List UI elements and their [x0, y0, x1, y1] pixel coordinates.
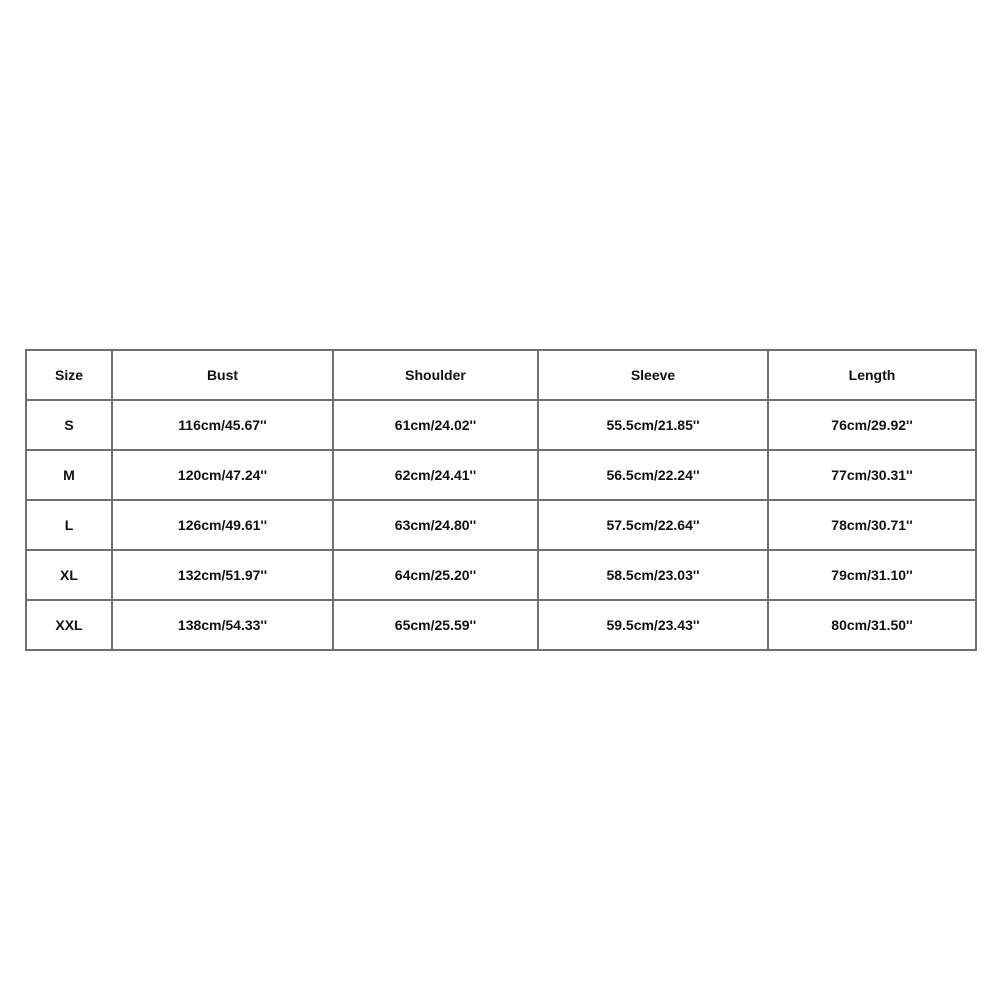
cell-bust: 126cm/49.61'' — [112, 500, 333, 550]
header-sleeve: Sleeve — [538, 350, 768, 400]
cell-sleeve: 57.5cm/22.64'' — [538, 500, 768, 550]
table-row — [26, 400, 976, 450]
cell-sleeve: 58.5cm/23.03'' — [538, 550, 768, 600]
cell-bust: 132cm/51.97'' — [112, 550, 333, 600]
table-row — [26, 450, 976, 500]
cell-sleeve: 59.5cm/23.43'' — [538, 600, 768, 650]
table-header-row — [26, 350, 976, 400]
cell-bust: 120cm/47.24'' — [112, 450, 333, 500]
table-row — [26, 500, 976, 550]
cell-size: S — [26, 400, 112, 450]
cell-sleeve: 55.5cm/21.85'' — [538, 400, 768, 450]
size-chart-table — [25, 349, 977, 651]
header-size: Size — [26, 350, 112, 400]
cell-size: XXL — [26, 600, 112, 650]
cell-shoulder: 65cm/25.59'' — [333, 600, 538, 650]
cell-size: L — [26, 500, 112, 550]
header-length: Length — [768, 350, 976, 400]
cell-size: M — [26, 450, 112, 500]
header-shoulder: Shoulder — [333, 350, 538, 400]
cell-bust: 116cm/45.67'' — [112, 400, 333, 450]
cell-shoulder: 64cm/25.20'' — [333, 550, 538, 600]
table-row — [26, 600, 976, 650]
cell-length: 79cm/31.10'' — [768, 550, 976, 600]
cell-length: 77cm/30.31'' — [768, 450, 976, 500]
cell-shoulder: 61cm/24.02'' — [333, 400, 538, 450]
cell-length: 78cm/30.71'' — [768, 500, 976, 550]
cell-length: 76cm/29.92'' — [768, 400, 976, 450]
cell-sleeve: 56.5cm/22.24'' — [538, 450, 768, 500]
cell-size: XL — [26, 550, 112, 600]
table-row — [26, 550, 976, 600]
cell-length: 80cm/31.50'' — [768, 600, 976, 650]
header-bust: Bust — [112, 350, 333, 400]
cell-bust: 138cm/54.33'' — [112, 600, 333, 650]
cell-shoulder: 62cm/24.41'' — [333, 450, 538, 500]
cell-shoulder: 63cm/24.80'' — [333, 500, 538, 550]
